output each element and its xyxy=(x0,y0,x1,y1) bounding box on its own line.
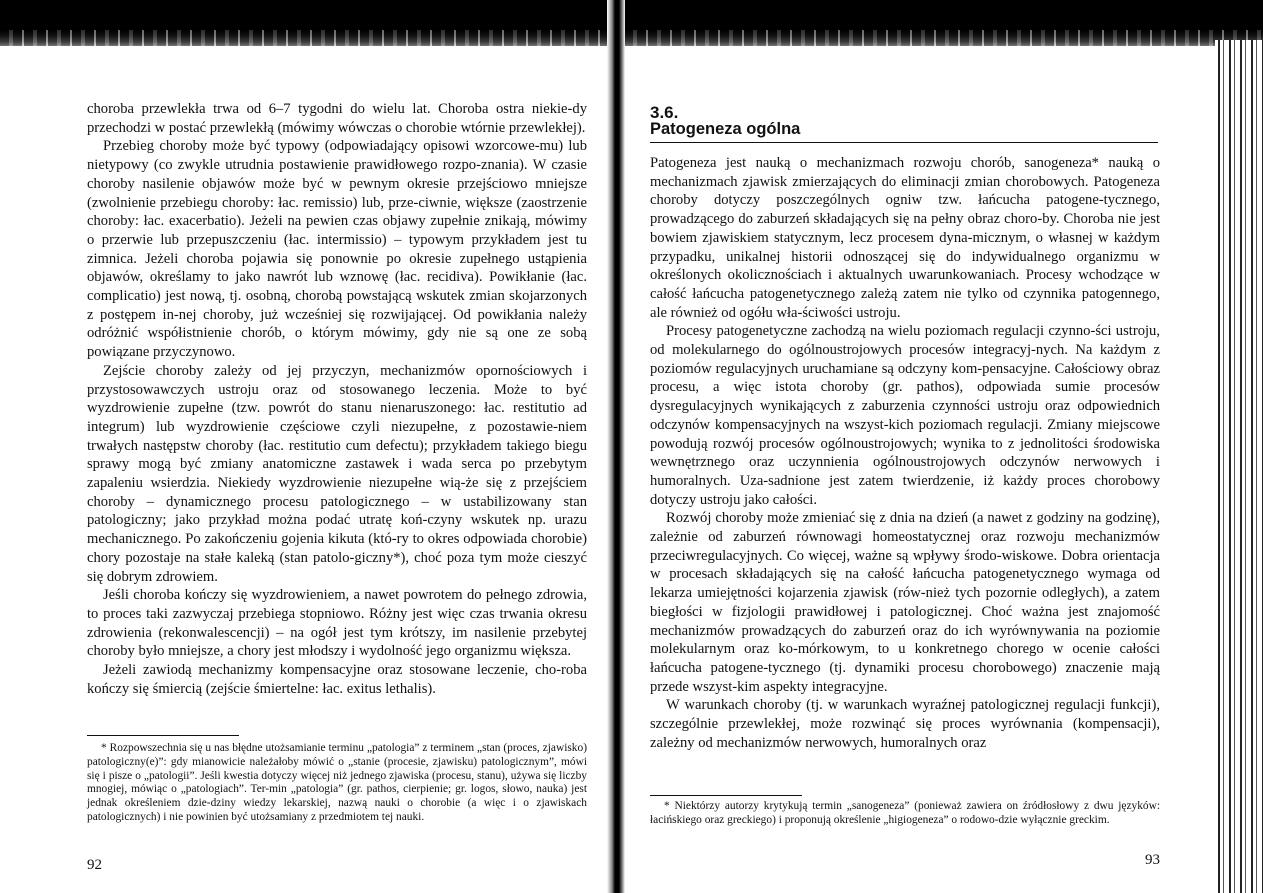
left-paragraph: choroba przewlekła trwa od 6–7 tygodni do wielu lat. Choroba ostra niekie-dy przechodzi w postać przewlekłą (mówimy wówczas o chorobie wtórnie przewlekłej). xyxy=(87,101,587,136)
scan-shadow-top xyxy=(0,0,1263,46)
left-footnote-text: * Rozpowszechnia się u nas błędne utożsamianie terminu „patologia” z terminem „stan (proces, zjawisko) patologiczny(e)”: gdy mianowicie należałoby mówić o „stanie (procesie, zjawisku) patologicznym”, mówi się i pisze o „patologii”. Jeśli kwestia dotyczy więcej niż jednego zjawiska (procesu, stanu), używa się liczby mnogiej, mówiąc o „patologiach”. Ter-min „patologia” (gr. pathos, cierpienie; gr. logos, słowo, nauka) jest jednak określeniem dzie-dziny wiedzy lekarskiej, nazwą nauki o chorobie (a więc i o zjawiskach patologicznych) i nie powinien być utożsamiany z przedmiotem tej nauki. xyxy=(87,742,587,823)
section-number: 3.6. xyxy=(650,103,679,122)
section-title: Patogeneza ogólna xyxy=(650,120,801,138)
left-footnote-rule xyxy=(87,735,239,736)
left-paragraph: Jeżeli zawiodą mechanizmy kompensacyjne oraz stosowane leczenie, cho-roba kończy się śmiercią (zejście śmiertelne: łac. exitus lethalis). xyxy=(87,662,587,697)
left-body-text xyxy=(87,100,587,699)
left-page-number: 92 xyxy=(87,857,102,873)
left-paragraph: Jeśli choroba kończy się wyzdrowieniem, a nawet powrotem do pełnego zdrowia, to proces taki zazwyczaj przebiega stopniowo. Różny jest więc czas trwania okresu zdrowienia (rekonwalescencji) – na ogół jest tym krótszy, im nasilenie przebytej choroby było mniejsze, a chory jest młodszy i wydolność jego organizmu większa. xyxy=(87,587,587,660)
right-body-text xyxy=(650,154,1160,753)
right-footnote-text: * Niektórzy autorzy krytykują termin „sanogeneza” (ponieważ zawiera on źródłosłowy z dwu języków: łacińskiego oraz greckiego) i proponują określenie „higiogeneza” o rodowo-dzie wyłącznie greckim. xyxy=(650,800,1160,826)
scan-shadow-edge xyxy=(0,30,1263,46)
left-paragraph: Przebieg choroby może być typowy (odpowiadający opisowi wzorcowe-mu) lub nietypowy (co zwykle utrudnia postawienie prawidłowego rozpo-znania). W czasie choroby nasilenie objawów może być w pewnym okresie przejściowo mniejsze (zwolnienie przebiegu choroby: łac. remissio) lub, prze-ciwnie, większe (zaostrzenie choroby: łac. exacerbatio). Jeżeli na pewien czas objawy zupełnie znikają, mówimy o przerwie lub przepuszczeniu (łac. intermissio) – typowym przykładem jest tu zimnica. Jeżeli choroba pojawia się ponownie po okresie zupełnego ustąpienia objawów, określamy to jako nawrót lub wznowę (łac. recidiva). Powikłanie (łac. complicatio) jest nową, tj. osobną, chorobą powstającą wskutek zmian skojarzonych z postępem in-nej choroby, już wcześniej się rozwijającej. Od powikłania należy odróżnić współistnienie chorób, o którym mówimy, gdy nie są one ze sobą powiązane przyczynowo. xyxy=(87,138,587,361)
right-paragraph: Patogeneza jest nauką o mechanizmach rozwoju chorób, sanogeneza* nauką o mechanizmach zjawisk zmierzających do eliminacji zmian chorobowych. Patogeneza choroby dotyczy poszczególnych ogniw tzw. łańcucha patogene-tycznego, prowadzącego do zaburzeń składających się na pełny obraz choro-by. Choroba nie jest bowiem zjawiskiem statycznym, lecz procesem dyna-micznym, o własnej w każdym przypadku, unikalnej historii odnoszącej się do indywidualnego organizmu w określonych okolicznościach i aktualnych uwarunkowaniach. Procesy wchodzące w całość łańcucha patogenetycznego zależą zatem nie tylko od czynnika patogennego, ale również od ogółu wła-ściwości ustroju. xyxy=(650,155,1160,321)
left-footnote xyxy=(87,742,587,825)
page-edges-right xyxy=(1215,40,1263,893)
right-paragraph: Procesy patogenetyczne zachodzą na wielu poziomach regulacji czynno-ści ustroju, od molekularnego do ogólnoustrojowych procesów integracyj-nych. Na każdym z poziomów regulacyjnych uruchamiane są odczyny kom-pensacyjne. Całościowy obraz procesu, a więc istota choroby (gr. pathos), odpowiada sumie procesów dysregulacyjnych wynikających z zaburzenia czynności ustroju oraz odpowiednich odczynów kompensacyjnych na wszyst-kich poziomach regulacji. Zmiany miejscowe powodują rozwój procesów ogólnoustrojowych; wynika to z jednolitości środowiska wewnętrznego oraz uczynnienia ogólnoustrojowych odczynów nerwowych i humoralnych. Uza-sadnione jest zatem twierdzenie, iż każdy proces chorobowy dotyczy ustroju jako całości. xyxy=(650,323,1160,508)
book-gutter xyxy=(607,0,625,893)
right-page-number: 93 xyxy=(1145,852,1160,868)
section-rule xyxy=(650,142,1158,143)
right-footnote-rule xyxy=(650,795,802,796)
right-paragraph: Rozwój choroby może zmieniać się z dnia na dzień (a nawet z godziny na godzinę), zależnie od zaburzeń równowagi homeostatycznej oraz rozwoju mechanizmów przeciwregulacyjnych. Co więcej, ważne są wpływy środo-wiskowe. Dobra orientacja w procesach składających się na całość łańcucha patogenetycznego wymaga od lekarza umiejętności kojarzenia zjawisk (rów-nież tych pozornie odległych), a zatem biegłości w fizjologii prawidłowej i patologicznej. Choć ważna jest znajomość mechanizmów prowadzących do zaburzeń oraz do ich wyrównywania na poziomie molekularnym oraz ko-mórkowym, to u konkretnego chorego w ocenie całości łańcucha patogene-tycznego (tj. dynamiki procesu chorobowego) znaczenie mają przede wszyst-kim aspekty integracyjne. xyxy=(650,510,1160,695)
left-paragraph: Zejście choroby zależy od jej przyczyn, mechanizmów opornościowych i przystosowawczych ustroju oraz od stosowanego leczenia. Może to być wyzdrowienie zupełne (tzw. powrót do stanu nienaruszonego: łac. restitutio ad integrum) lub wyzdrowienie częściowe czyli niezupełne, z pozostawie-niem trwałych następstw choroby (łac. restitutio cum defectu); przykładem takiego biegu sprawy mogą być zmiany anatomiczne zastawek i wada serca po przebytym zapaleniu wsierdzia. Niekiedy wyzdrowienie niezupełne wią-że się z przejściem choroby – dynamicznego procesu patologicznego – w ustabilizowany stan patologiczny; jako przykład można podać utratę koń-czyny wskutek np. urazu mechanicznego. Po zakończeniu gojenia kikuta (któ-ry to okres odpowiada chorobie) chory pozostaje na stałe kaleką (stan patolo-giczny*), choć poza tym może cieszyć się dobrym zdrowiem. xyxy=(87,362,587,585)
right-footnote xyxy=(650,800,1160,828)
right-paragraph: W warunkach choroby (tj. w warunkach wyraźnej patologicznej regulacji funkcji), szczególnie przewlekłej, może rozwinąć się proces wyrównania (kompensacji), zależny od mechanizmów nerwowych, humoralnych oraz xyxy=(650,697,1160,751)
